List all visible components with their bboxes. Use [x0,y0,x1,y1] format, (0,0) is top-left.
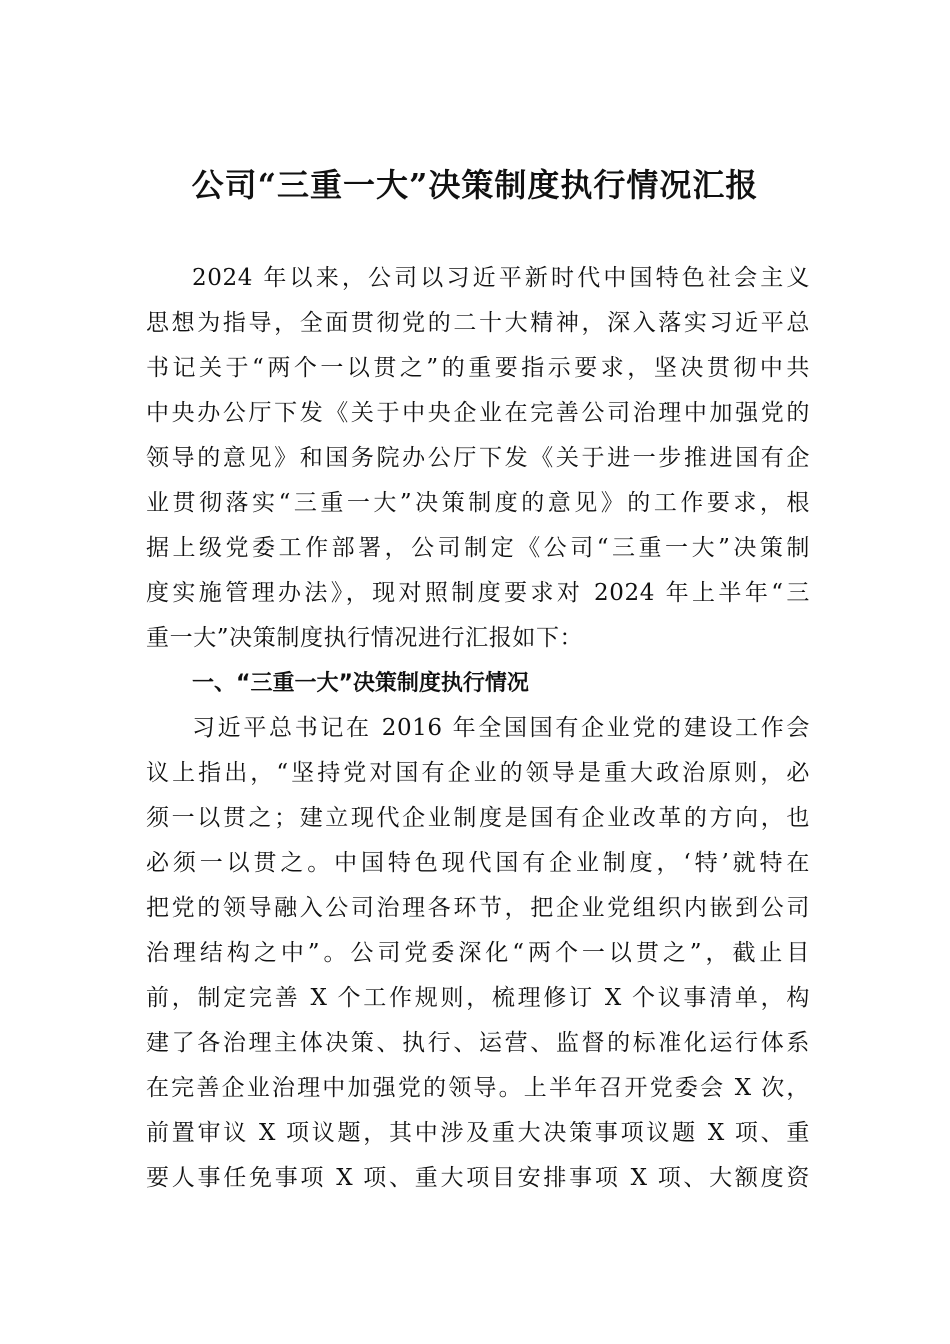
paragraph-line: 要人事任免事项 X 项、重大项目安排事项 X 项、大额度资 [146,1165,810,1191]
paragraph-line: 业贯彻落实“三重一大”决策制度的意见》的工作要求，根 [146,490,810,516]
paragraph-line: 建了各治理主体决策、执行、运营、监督的标准化运行体系 [146,1030,810,1056]
section-heading: 一、“三重一大”决策制度执行情况 [192,671,529,696]
paragraph-line: 在完善企业治理中加强党的领导。上半年召开党委会 X 次， [146,1075,810,1101]
paragraph-line: 据上级党委工作部署，公司制定《公司“三重一大”决策制 [146,535,810,561]
document-title: 公司“三重一大”决策制度执行情况汇报 [191,166,759,204]
paragraph-line: 书记关于“两个一以贯之”的重要指示要求，坚决贯彻中共 [146,355,810,381]
paragraph-line: 必须一以贯之。中国特色现代国有企业制度，‘特’就特在 [146,850,810,876]
paragraph-intro [146,256,810,1201]
paragraph-line: 把党的领导融入公司治理各环节，把企业党组织内嵌到公司 [146,895,810,921]
paragraph-line: 重一大”决策制度执行情况进行汇报如下： [146,625,584,651]
paragraph-line: 度实施管理办法》，现对照制度要求对 2024 年上半年“三 [146,580,810,606]
paragraph-line: 前，制定完善 X 个工作规则，梳理修订 X 个议事清单，构 [146,985,810,1011]
paragraph-line: 议上指出，“坚持党对国有企业的领导是重大政治原则，必 [146,760,810,786]
paragraph-line: 中央办公厅下发《关于中央企业在完善公司治理中加强党的 [146,400,810,426]
paragraph-line: 治理结构之中”。公司党委深化“两个一以贯之”，截止目 [146,940,810,966]
paragraph-line: 思想为指导，全面贯彻党的二十大精神，深入落实习近平总 [146,310,810,336]
paragraph-line: 领导的意见》和国务院办公厅下发《关于进一步推进国有企 [146,445,810,471]
paragraph-line: 前置审议 X 项议题，其中涉及重大决策事项议题 X 项、重 [146,1120,810,1146]
paragraph-line: 须一以贯之；建立现代企业制度是国有企业改革的方向，也 [146,805,810,831]
paragraph-line: 2024 年以来，公司以习近平新时代中国特色社会主义 [192,265,810,291]
paragraph-line: 习近平总书记在 2016 年全国国有企业党的建设工作会 [192,715,810,741]
